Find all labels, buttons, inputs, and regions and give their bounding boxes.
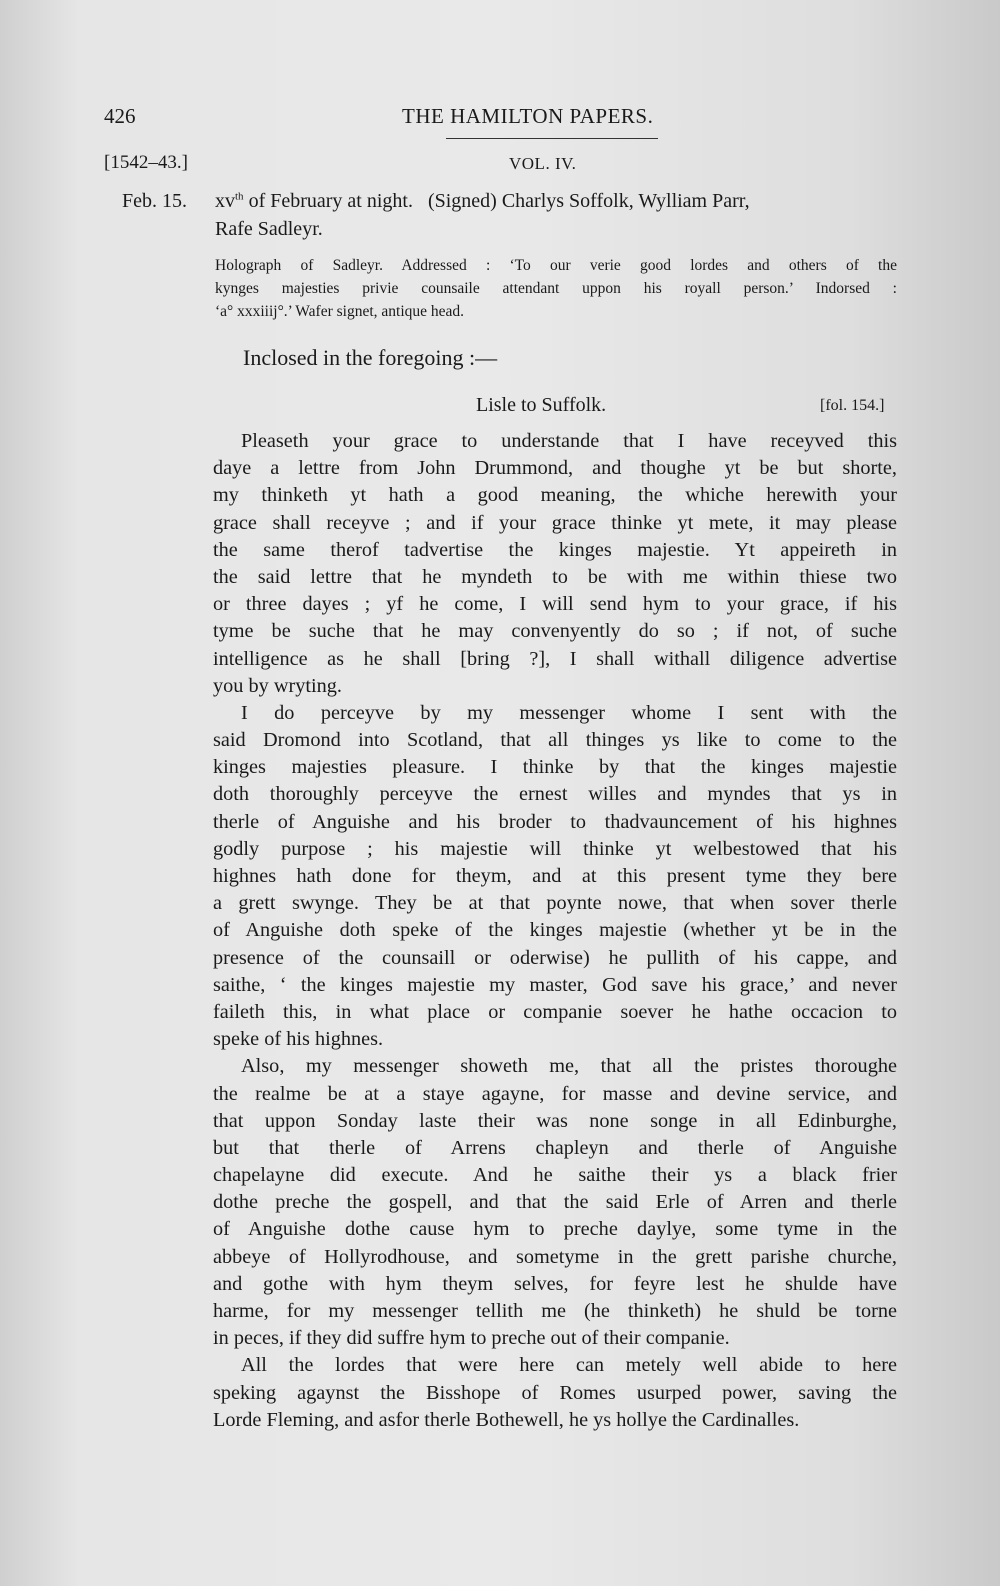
body-line: the same therof tadvertise the kinges majestie. Yt appeireth in: [213, 538, 897, 561]
body-line: therle of Anguishe and his broder to thadvauncement of his highnes: [213, 810, 897, 833]
letter-title: Lisle to Suffolk.: [476, 394, 607, 416]
body-line: or three dayes ; yf he come, I will send hym to your grace, if his: [213, 593, 897, 616]
page-number: 426: [104, 104, 136, 128]
body-line: All the lordes that were here can metely well abide to here: [241, 1354, 897, 1377]
body-line: doth thoroughly perceyve the ernest willes and myndes that ys in: [213, 783, 897, 806]
body-line: in peces, if they did suffre hym to preche out of their companie.: [213, 1327, 730, 1350]
body-line: tyme be suche that he may convenyently do so ; if not, of suche: [213, 620, 897, 643]
body-line: Lorde Fleming, and asfor therle Bothewell, he ys hollye the Cardinalles.: [213, 1408, 800, 1431]
body-line: said Dromond into Scotland, that all thinges ys like to come to the: [213, 729, 897, 752]
signature-line-2: Rafe Sadleyr.: [215, 218, 323, 240]
signature-line-1: $xv^{th}$ of February at night. (Signed) Charlys Soffolk, Wylliam Parr,: [215, 190, 750, 212]
body-line: a grett swynge. They be at that poynte nowe, that when sover therle: [213, 892, 897, 915]
body-line: godly purpose ; his majestie will thinke yt welbestowed that his: [213, 837, 897, 860]
entry-date: Feb. 15.: [122, 190, 187, 212]
body-line: but that therle of Arrens chapleyn and therle of Anguishe: [213, 1136, 897, 1159]
running-title: THE HAMILTON PAPERS.: [402, 104, 654, 128]
body-line: saithe, ‘ the kinges majestie my master, God save his grace,’ and never: [213, 973, 897, 996]
body-line: that uppon Sonday laste their was none songe in all Edinburghe,: [213, 1109, 897, 1132]
body-line: speke of his highnes.: [213, 1028, 384, 1051]
body-line: you by wryting.: [213, 674, 343, 697]
volume-label: VOL. IV.: [509, 154, 577, 173]
body-line: dothe preche the gospell, and that the said Erle of Arren and therle: [213, 1191, 897, 1214]
note-line: kynges majesties privie counsaile attendant uppon his royall person.’ Indorsed :: [215, 280, 897, 297]
body-line: of Anguishe dothe cause hym to preche daylye, some tyme in the: [213, 1218, 897, 1241]
body-line: intelligence as he shall [bring ?], I shall withall diligence advertise: [213, 647, 897, 670]
body-line: highnes hath done for theym, and at this present tyme they bere: [213, 865, 897, 887]
body-line: Pleaseth your grace to understande that I have receyved this: [241, 430, 897, 452]
body-line: presence of the counsaill or oderwise) he pullith of his cappe, and: [213, 946, 897, 969]
body-line: of Anguishe doth speke of the kinges majestie (whether yt be in the: [213, 919, 897, 942]
body-line: kinges majesties pleasure. I thinke by that the kinges majestie: [213, 756, 897, 779]
body-line: I do perceyve by my messenger whome I sent with the: [241, 701, 897, 724]
note-line: Holograph of Sadleyr. Addressed : ‘To our verie good lordes and others of the: [215, 257, 897, 274]
body-line: chapelayne did execute. And he saithe their ys a black frier: [213, 1164, 897, 1187]
enclosure-heading: Inclosed in the foregoing :—: [243, 345, 498, 370]
body-line: abbeye of Hollyrodhouse, and sometyme in the grett parishe churche,: [213, 1245, 897, 1268]
title-rule: [446, 138, 658, 139]
year-range: [1542–43.]: [104, 152, 188, 173]
body-line: the realme be at a staye agayne, for masse and devine service, and: [213, 1082, 897, 1105]
body-line: my thinketh yt hath a good meaning, the whiche herewith your: [213, 484, 897, 507]
body-line: and gothe with hym theym selves, for feyre lest he shulde have: [213, 1272, 897, 1295]
body-line: Also, my messenger showeth me, that all the pristes thoroughe: [241, 1055, 897, 1078]
body-line: grace shall receyve ; and if your grace thinke yt mete, it may please: [213, 511, 897, 534]
body-line: the said lettre that he myndeth to be with me within thiese two: [213, 565, 897, 588]
body-line: harme, for my messenger tellith me (he thinketh) he shuld be torne: [213, 1300, 897, 1322]
folio-reference: [fol. 154.]: [820, 397, 885, 414]
body-line: faileth this, in what place or companie soever he hathe occacion to: [213, 1000, 897, 1023]
letter-body: [213, 428, 897, 1434]
note-line: ‘a° xxxiiij°.’ Wafer signet, antique head.: [215, 303, 465, 320]
archival-note: [215, 254, 897, 323]
body-line: daye a lettre from John Drummond, and thoughe yt be but shorte,: [213, 457, 897, 480]
body-line: speking agaynst the Bisshope of Romes usurped power, saving the: [213, 1381, 897, 1404]
